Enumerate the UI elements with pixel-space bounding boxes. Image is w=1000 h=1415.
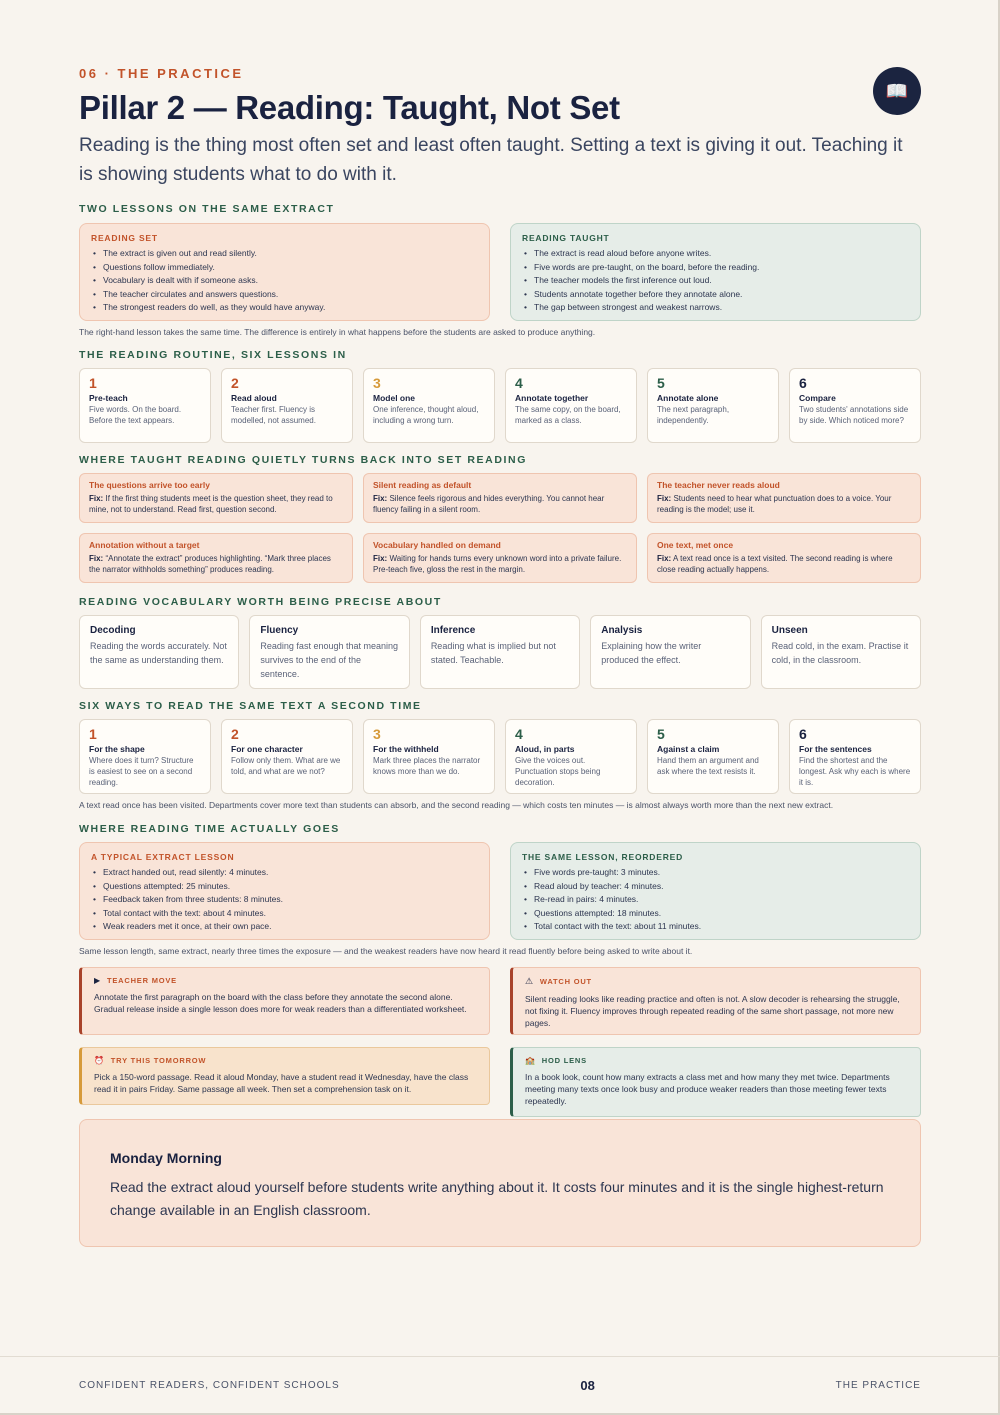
pitfall-title: Vocabulary handled on demand bbox=[373, 540, 501, 550]
list-item: • Extract handed out, read silently: 4 minutes. bbox=[91, 866, 478, 880]
step-description: Two students' annotations side by side. Which noticed more? bbox=[799, 405, 909, 425]
page-content bbox=[79, 66, 921, 1247]
callout-text: In a book look, count how many extracts a class met and how many they met twice. Departments meeting many texts once look busy and produce weaker readers than those meeting fewer texts repeatedly. bbox=[525, 1072, 890, 1106]
monday-morning-panel bbox=[79, 1119, 921, 1247]
panel-list bbox=[91, 247, 478, 315]
step-title: Annotate alone bbox=[657, 393, 719, 403]
callout-label: TRY THIS TOMORROW bbox=[110, 1056, 207, 1065]
footer-section: THE PRACTICE bbox=[835, 1380, 921, 1391]
callouts-row bbox=[79, 1047, 921, 1117]
pitfall-title: Annotation without a target bbox=[89, 540, 200, 550]
pitfall-title: The teacher never reads aloud bbox=[657, 480, 780, 490]
step-description: Five words. On the board. Before the text appears. bbox=[89, 405, 182, 425]
vocab-definition: Read cold, in the exam. Practise it cold, in the classroom. bbox=[771, 641, 909, 665]
pitfall-title: Silent reading as default bbox=[373, 480, 472, 490]
panel-title: A TYPICAL EXTRACT LESSON bbox=[91, 852, 235, 862]
pitfalls-row bbox=[79, 533, 921, 583]
section-heading-vocabulary: READING VOCABULARY WORTH BEING PRECISE ABOUT bbox=[79, 596, 442, 608]
step-description: The next paragraph, independently. bbox=[657, 405, 730, 425]
pitfall-fix bbox=[89, 493, 343, 515]
list-item: • The teacher models the first inference out loud. bbox=[522, 274, 909, 288]
section-heading-time: WHERE READING TIME ACTUALLY GOES bbox=[79, 823, 340, 835]
fix-text: “Annotate the extract” produces highlighting. “Mark three places the narrator withholds something” produces reading. bbox=[89, 554, 331, 574]
book-icon: 📖 bbox=[873, 67, 921, 115]
pitfall-card bbox=[79, 533, 353, 583]
warning-icon: ⚠ bbox=[525, 976, 534, 986]
vocabulary-cards bbox=[79, 615, 921, 689]
fix-text: A text read once is a text visited. The second reading is where close reading actually happens. bbox=[657, 554, 893, 574]
panel-list bbox=[522, 866, 909, 934]
fix-label: Fix: bbox=[373, 554, 388, 563]
pitfalls-row bbox=[79, 473, 921, 523]
step-number: 6 bbox=[799, 726, 807, 742]
fix-label: Fix: bbox=[657, 554, 672, 563]
vocab-term: Inference bbox=[430, 625, 476, 636]
step-title: Read aloud bbox=[231, 393, 277, 403]
pitfall-fix bbox=[657, 553, 911, 575]
alarm-clock-icon: ⏰ bbox=[94, 1056, 105, 1065]
footer-divider bbox=[0, 1356, 1000, 1357]
section-heading-two-lessons: TWO LESSONS ON THE SAME EXTRACT bbox=[79, 203, 335, 215]
list-item: • Re-read in pairs: 4 minutes. bbox=[522, 893, 909, 907]
list-item: • Total contact with the text: about 4 minutes. bbox=[91, 907, 478, 921]
step-description: Teacher first. Fluency is modelled, not assumed. bbox=[231, 405, 316, 425]
list-item: • Read aloud by teacher: 4 minutes. bbox=[522, 880, 909, 894]
step-description: The same copy, on the board, marked as a class. bbox=[515, 405, 621, 425]
callout-text: Pick a 150-word passage. Read it aloud Monday, have a student read it Wednesday, have the class read it in pairs Friday. Same passage all week. Then set a comprehension task on it. bbox=[94, 1072, 469, 1094]
step-card bbox=[363, 719, 495, 794]
vocab-term: Fluency bbox=[260, 625, 299, 636]
list-item: • The extract is read aloud before anyone writes. bbox=[522, 247, 909, 261]
step-card bbox=[505, 719, 637, 794]
step-description: One inference, thought aloud, including a wrong turn. bbox=[373, 405, 479, 425]
section-eyebrow: 06 · THE PRACTICE bbox=[79, 66, 244, 81]
step-title: Aloud, in parts bbox=[515, 744, 575, 754]
callout-label: HOD LENS bbox=[541, 1056, 587, 1065]
vocab-definition: Reading the words accurately. Not the same as understanding them. bbox=[90, 641, 227, 665]
panel-title: READING TAUGHT bbox=[522, 233, 610, 243]
step-card bbox=[363, 368, 495, 443]
fix-text: Silence feels rigorous and hides everything. You cannot hear fluency failing in a silent room. bbox=[373, 494, 605, 514]
list-item: • Questions follow immediately. bbox=[91, 261, 478, 275]
watch-out-callout bbox=[510, 967, 921, 1035]
vocab-card bbox=[420, 615, 580, 689]
page-number: 08 bbox=[580, 1378, 595, 1393]
step-card bbox=[647, 719, 779, 794]
vocab-definition: Explaining how the writer produced the effect. bbox=[601, 641, 702, 665]
step-title: Pre-teach bbox=[89, 393, 128, 403]
list-item: • Vocabulary is dealt with if someone asks. bbox=[91, 274, 478, 288]
footer-book-title: CONFIDENT READERS, CONFIDENT SCHOOLS bbox=[79, 1380, 340, 1391]
step-number: 2 bbox=[231, 375, 239, 391]
step-title: For the withheld bbox=[373, 744, 439, 754]
step-title: Compare bbox=[799, 393, 836, 403]
list-item: • Five words pre-taught: 3 minutes. bbox=[522, 866, 909, 880]
panel-title: READING SET bbox=[91, 233, 158, 243]
step-title: For one character bbox=[231, 744, 303, 754]
step-number: 3 bbox=[373, 375, 381, 391]
list-item: • Questions attempted: 25 minutes. bbox=[91, 880, 478, 894]
pitfall-card bbox=[647, 473, 921, 523]
reading-set-panel bbox=[79, 223, 490, 321]
second-reading-caption: A text read once has been visited. Departments cover more text than students can absorb, and the second reading — which costs ten minutes — is almost always worth more than the next new extract. bbox=[79, 800, 834, 810]
vocab-card bbox=[761, 615, 921, 689]
list-item: • Feedback taken from three students: 8 minutes. bbox=[91, 893, 478, 907]
step-number: 1 bbox=[89, 726, 97, 742]
panel-title: THE SAME LESSON, REORDERED bbox=[522, 852, 684, 862]
routine-steps bbox=[79, 368, 921, 443]
list-item: • The strongest readers do well, as they would have anyway. bbox=[91, 301, 478, 315]
list-item: • Weak readers met it once, at their own pace. bbox=[91, 920, 478, 934]
pitfall-title: The questions arrive too early bbox=[89, 480, 210, 490]
vocab-term: Unseen bbox=[771, 625, 808, 636]
try-tomorrow-callout bbox=[79, 1047, 490, 1105]
fix-text: Waiting for hands turns every unknown word into a private failure. Pre-teach five, gloss the rest in the margin. bbox=[373, 554, 622, 574]
list-item: • The extract is given out and read silently. bbox=[91, 247, 478, 261]
teacher-move-callout bbox=[79, 967, 490, 1035]
step-number: 3 bbox=[373, 726, 381, 742]
reading-taught-panel bbox=[510, 223, 921, 321]
step-card bbox=[79, 368, 211, 443]
step-title: For the sentences bbox=[799, 744, 872, 754]
vocab-term: Analysis bbox=[601, 625, 643, 636]
fix-text: Students need to hear what punctuation does to a voice. Your reading is the model; use it. bbox=[657, 494, 892, 514]
second-reading-ways bbox=[79, 719, 921, 794]
monday-title: Monday Morning bbox=[110, 1150, 222, 1166]
step-number: 5 bbox=[657, 726, 665, 742]
monday-text: Read the extract aloud yourself before students write anything about it. It costs four minutes and it is the single highest-return change available in an English classroom. bbox=[110, 1179, 884, 1218]
step-description: Where does it turn? Structure is easiest to see on a second reading. bbox=[89, 756, 194, 787]
step-card bbox=[221, 719, 353, 794]
time-compare bbox=[79, 842, 921, 940]
fix-label: Fix: bbox=[89, 554, 104, 563]
callouts-row bbox=[79, 967, 921, 1035]
pitfall-card bbox=[363, 473, 637, 523]
pitfall-fix bbox=[657, 493, 911, 515]
callout-label: TEACHER MOVE bbox=[106, 976, 177, 985]
two-lessons-caption: The right-hand lesson takes the same time. The difference is entirely in what happens before the students are asked to produce anything. bbox=[79, 327, 596, 337]
reordered-lesson-panel bbox=[510, 842, 921, 940]
section-heading-pitfalls: WHERE TAUGHT READING QUIETLY TURNS BACK INTO SET READING bbox=[79, 454, 527, 466]
step-description: Follow only them. What are we told, and what are we not? bbox=[231, 756, 341, 776]
play-icon: ▶ bbox=[94, 976, 101, 985]
step-title: Against a claim bbox=[657, 744, 720, 754]
list-item: • Questions attempted: 18 minutes. bbox=[522, 907, 909, 921]
page-title: Pillar 2 — Reading: Taught, Not Set bbox=[79, 89, 620, 126]
list-item: • Five words are pre-taught, on the board, before the reading. bbox=[522, 261, 909, 275]
step-description: Give the voices out. Punctuation stops being decoration. bbox=[515, 756, 601, 787]
panel-list bbox=[522, 247, 909, 315]
hod-lens-callout bbox=[510, 1047, 921, 1117]
vocab-definition: Reading fast enough that meaning survives to the end of the sentence. bbox=[260, 641, 399, 679]
fix-label: Fix: bbox=[657, 494, 672, 503]
school-icon: 🏫 bbox=[525, 1056, 536, 1065]
list-item: • The gap between strongest and weakest narrows. bbox=[522, 301, 909, 315]
vocab-definition: Reading what is implied but not stated. Teachable. bbox=[430, 641, 556, 665]
page-lede: Reading is the thing most often set and least often taught. Setting a text is giving it out. Teaching it is showing students what to do with it. bbox=[79, 135, 903, 185]
step-card bbox=[647, 368, 779, 443]
vocab-card bbox=[249, 615, 409, 689]
step-number: 4 bbox=[515, 375, 523, 391]
pitfall-fix bbox=[89, 553, 343, 575]
list-item: • The teacher circulates and answers questions. bbox=[91, 288, 478, 302]
section-heading-routine: THE READING ROUTINE, SIX LESSONS IN bbox=[79, 349, 347, 361]
step-description: Find the shortest and the longest. Ask why each is where it is. bbox=[799, 756, 911, 787]
two-lessons-compare bbox=[79, 223, 921, 321]
time-caption: Same lesson length, same extract, nearly three times the exposure — and the weakest readers have now heard it read fluently before being asked to write about it. bbox=[79, 946, 693, 956]
step-title: Model one bbox=[373, 393, 416, 403]
step-number: 2 bbox=[231, 726, 239, 742]
pitfall-card bbox=[363, 533, 637, 583]
callout-label: WATCH OUT bbox=[539, 977, 592, 986]
fix-label: Fix: bbox=[89, 494, 104, 503]
section-heading-second-reading: SIX WAYS TO READ THE SAME TEXT A SECOND TIME bbox=[79, 700, 422, 712]
step-card bbox=[79, 719, 211, 794]
fix-label: Fix: bbox=[373, 494, 388, 503]
fix-text: If the first thing students meet is the question sheet, they read to mine, not to understand. Read first, question second. bbox=[89, 494, 333, 514]
typical-lesson-panel bbox=[79, 842, 490, 940]
step-card bbox=[505, 368, 637, 443]
list-item: • Students annotate together before they annotate alone. bbox=[522, 288, 909, 302]
pitfall-fix bbox=[373, 553, 627, 575]
pitfall-card bbox=[647, 533, 921, 583]
step-card bbox=[221, 368, 353, 443]
callout-text: Silent reading looks like reading practice and often is not. A slow decoder is rehearsing the struggle, not fixing it. Fluency improves through repeated reading of the same short passage, not more new pages. bbox=[525, 994, 900, 1028]
step-description: Mark three places the narrator knows more than we do. bbox=[373, 756, 481, 776]
step-title: For the shape bbox=[89, 744, 145, 754]
vocab-card bbox=[79, 615, 239, 689]
pitfall-title: One text, met once bbox=[657, 540, 734, 550]
step-card bbox=[789, 719, 921, 794]
step-title: Annotate together bbox=[515, 393, 589, 403]
step-number: 5 bbox=[657, 375, 665, 391]
list-item: • Total contact with the text: about 11 minutes. bbox=[522, 920, 909, 934]
vocab-term: Decoding bbox=[90, 625, 136, 636]
step-description: Hand them an argument and ask where the text resists it. bbox=[657, 756, 759, 776]
callout-text: Annotate the first paragraph on the board with the class before they annotate the second alone. Gradual release inside a single lesson does more for weak readers than a differentiated worksheet. bbox=[94, 992, 467, 1014]
panel-list bbox=[91, 866, 478, 934]
page-footer bbox=[79, 1378, 921, 1393]
pitfall-fix bbox=[373, 493, 627, 515]
step-number: 1 bbox=[89, 375, 97, 391]
pitfall-card bbox=[79, 473, 353, 523]
step-number: 6 bbox=[799, 375, 807, 391]
step-number: 4 bbox=[515, 726, 523, 742]
vocab-card bbox=[590, 615, 750, 689]
step-card bbox=[789, 368, 921, 443]
